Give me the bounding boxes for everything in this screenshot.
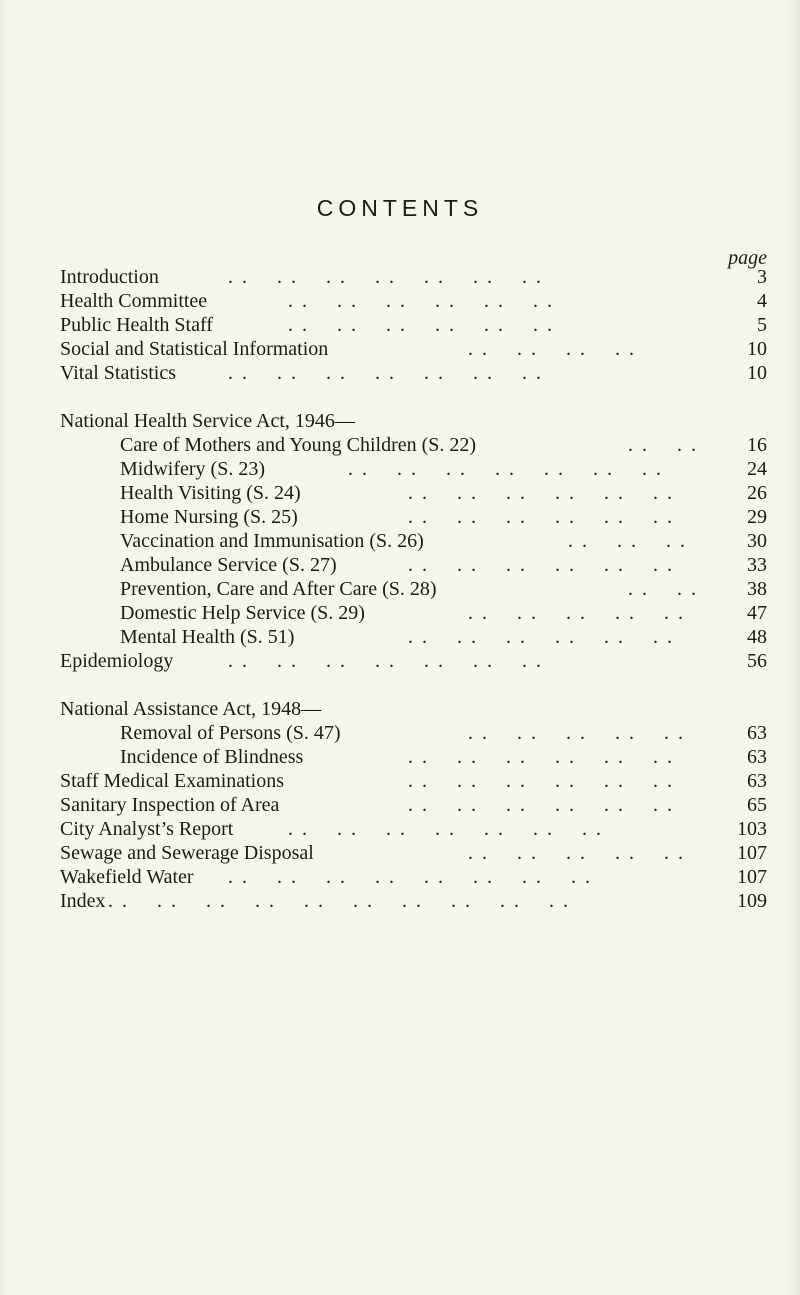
leader-dots: . . . . . . bbox=[568, 530, 687, 552]
toc-section-heading: National Health Service Act, 1946— bbox=[60, 410, 355, 432]
toc-entry-page: 103 bbox=[737, 818, 767, 840]
toc-entry-label: Introduction bbox=[60, 266, 159, 288]
toc-section-heading: National Assistance Act, 1948— bbox=[60, 698, 322, 720]
toc-entry-sewage bbox=[60, 841, 767, 865]
toc-entry-page: 26 bbox=[747, 482, 767, 504]
toc-entry-page: 10 bbox=[747, 338, 767, 360]
toc-entry-label: Epidemiology bbox=[60, 650, 174, 672]
leader-dots: . . . . . . . . . . . . . . bbox=[228, 650, 543, 672]
toc-entry-social-statistical bbox=[60, 337, 767, 361]
toc-entry-page: 24 bbox=[747, 458, 767, 480]
toc-entry-page: 48 bbox=[747, 626, 767, 648]
toc-entry-label: Index bbox=[60, 890, 106, 912]
toc-entry-introduction bbox=[60, 265, 767, 289]
toc-entry-label: Health Visiting (S. 24) bbox=[120, 482, 301, 504]
toc-entry-label: Ambulance Service (S. 27) bbox=[120, 554, 337, 576]
toc-entry-label: Domestic Help Service (S. 29) bbox=[120, 602, 365, 624]
toc-entry-vital-statistics bbox=[60, 361, 767, 385]
leader-dots: . . . . . . . . . . . . . . . . . . . . bbox=[108, 890, 570, 912]
toc-entry-removal-persons bbox=[60, 721, 767, 745]
toc-entry-label: Social and Statistical Information bbox=[60, 338, 329, 360]
toc-entry-care-mothers bbox=[60, 433, 767, 457]
toc-entry-page: 63 bbox=[747, 770, 767, 792]
toc-section-nhs-act bbox=[60, 409, 767, 433]
toc-entry-sanitary-inspection bbox=[60, 793, 767, 817]
toc-entry-label: Mental Health (S. 51) bbox=[120, 626, 295, 648]
toc-entry-home-nursing bbox=[60, 505, 767, 529]
toc-entry-page: 30 bbox=[747, 530, 767, 552]
toc-entry-prevention-care bbox=[60, 577, 767, 601]
leader-dots: . . . . . . . . . . . . bbox=[408, 794, 674, 816]
leader-dots: . . . . . . . . . . . . bbox=[408, 746, 674, 768]
leader-dots: . . . . bbox=[628, 434, 698, 456]
toc-entry-page: 5 bbox=[757, 314, 767, 336]
toc-entry-midwifery bbox=[60, 457, 767, 481]
table-of-contents bbox=[60, 265, 767, 913]
leader-dots: . . . . . . . . . . bbox=[468, 842, 685, 864]
toc-entry-label: Public Health Staff bbox=[60, 314, 213, 336]
toc-entry-label: Prevention, Care and After Care (S. 28) bbox=[120, 578, 437, 600]
toc-entry-label: Sewage and Sewerage Disposal bbox=[60, 842, 314, 864]
toc-entry-index bbox=[60, 889, 767, 913]
toc-entry-domestic-help bbox=[60, 601, 767, 625]
toc-entry-city-analyst bbox=[60, 817, 767, 841]
leader-dots: . . . . . . . . . . bbox=[468, 602, 685, 624]
toc-entry-page: 16 bbox=[747, 434, 767, 456]
toc-entry-label: Care of Mothers and Young Children (S. 22) bbox=[120, 434, 477, 456]
toc-entry-staff-medical bbox=[60, 769, 767, 793]
toc-entry-page: 63 bbox=[747, 746, 767, 768]
toc-entry-page: 109 bbox=[737, 890, 767, 912]
toc-entry-mental-health bbox=[60, 625, 767, 649]
toc-entry-label: Staff Medical Examinations bbox=[60, 770, 285, 792]
leader-dots: . . . . . . . . . . . . bbox=[288, 314, 554, 336]
toc-entry-page: 56 bbox=[747, 650, 767, 672]
toc-entry-page: 47 bbox=[747, 602, 767, 624]
leader-dots: . . . . . . . . . . . . . . bbox=[228, 362, 543, 384]
toc-section-national-assistance-act bbox=[60, 697, 767, 721]
toc-entry-page: 10 bbox=[747, 362, 767, 384]
toc-entry-epidemiology bbox=[60, 649, 767, 673]
toc-entry-ambulance bbox=[60, 553, 767, 577]
leader-dots: . . . . . . . . . . . . . . bbox=[288, 818, 603, 840]
leader-dots: . . . . . . . . . . . . . . . . bbox=[228, 866, 592, 888]
leader-dots: . . . . . . . . . . . . bbox=[408, 554, 674, 576]
toc-entry-label: Midwifery (S. 23) bbox=[120, 458, 265, 480]
toc-entry-page: 65 bbox=[747, 794, 767, 816]
toc-entry-label: Health Committee bbox=[60, 290, 208, 312]
toc-entry-wakefield-water bbox=[60, 865, 767, 889]
toc-entry-label: Wakefield Water bbox=[60, 866, 194, 888]
toc-entry-page: 33 bbox=[747, 554, 767, 576]
page-column-label: page bbox=[728, 247, 767, 269]
toc-entry-page: 38 bbox=[747, 578, 767, 600]
leader-dots: . . . . bbox=[628, 578, 698, 600]
toc-entry-label: City Analyst’s Report bbox=[60, 818, 234, 840]
toc-entry-page: 63 bbox=[747, 722, 767, 744]
leader-dots: . . . . . . . . . . . . . . bbox=[348, 458, 663, 480]
page-title: CONTENTS bbox=[316, 195, 484, 221]
toc-entry-page: 107 bbox=[737, 842, 767, 864]
toc-entry-label: Sanitary Inspection of Area bbox=[60, 794, 280, 816]
leader-dots: . . . . . . . . . . . . . . bbox=[228, 266, 543, 288]
leader-dots: . . . . . . . . . . . . bbox=[408, 770, 674, 792]
leader-dots: . . . . . . . . . . bbox=[468, 722, 685, 744]
leader-dots: . . . . . . . . bbox=[468, 338, 636, 360]
toc-entry-page: 4 bbox=[757, 290, 767, 312]
toc-entry-health-committee bbox=[60, 289, 767, 313]
leader-dots: . . . . . . . . . . . . bbox=[408, 506, 674, 528]
leader-dots: . . . . . . . . . . . . bbox=[408, 626, 674, 648]
toc-entry-blindness bbox=[60, 745, 767, 769]
leader-dots: . . . . . . . . . . . . bbox=[288, 290, 554, 312]
leader-dots: . . . . . . . . . . . . bbox=[408, 482, 674, 504]
toc-entry-label: Incidence of Blindness bbox=[120, 746, 304, 768]
toc-entry-label: Removal of Persons (S. 47) bbox=[120, 722, 341, 744]
toc-entry-public-health-staff bbox=[60, 313, 767, 337]
toc-entry-page: 29 bbox=[747, 506, 767, 528]
toc-entry-label: Home Nursing (S. 25) bbox=[120, 506, 298, 528]
toc-entry-label: Vital Statistics bbox=[60, 362, 177, 384]
toc-entry-page: 3 bbox=[757, 266, 767, 288]
toc-entry-label: Vaccination and Immunisation (S. 26) bbox=[120, 530, 424, 552]
toc-entry-vaccination bbox=[60, 529, 767, 553]
toc-entry-health-visiting bbox=[60, 481, 767, 505]
toc-entry-page: 107 bbox=[737, 866, 767, 888]
